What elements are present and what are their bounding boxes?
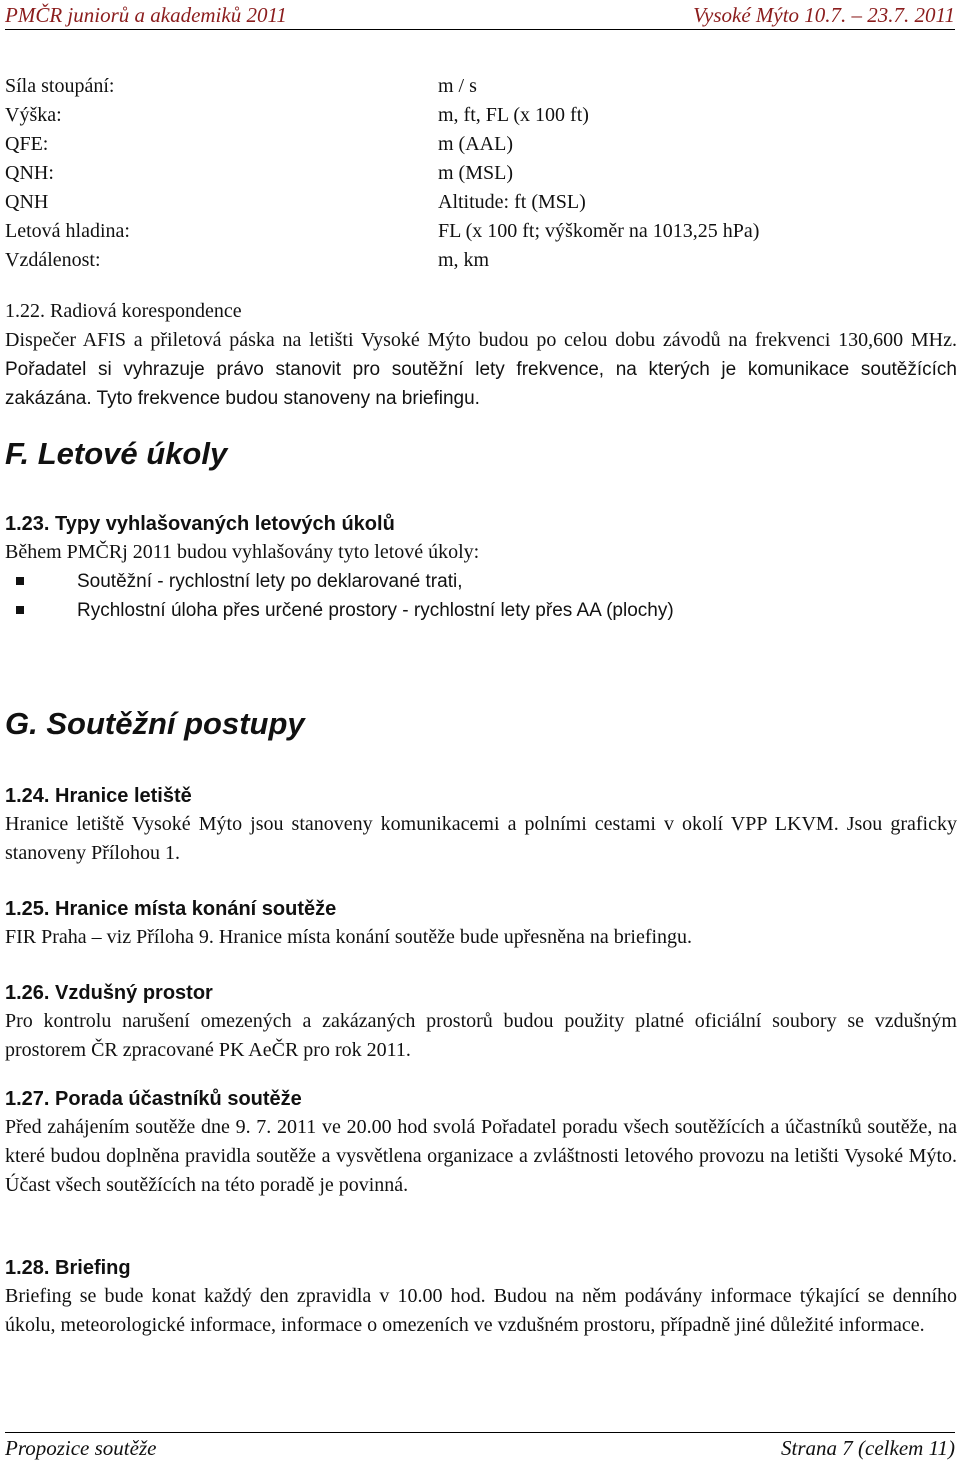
bullet-square-icon	[16, 606, 24, 614]
paragraph-text: Dispečer AFIS a přiletová páska na letišti Vysoké Mýto budou po celou dobu závodů na frekvenci 130,600 MHz.	[5, 329, 957, 351]
units-row	[5, 188, 905, 217]
section-title: 1.25. Hranice místa konání soutěže	[5, 898, 337, 920]
section-paragraph: Před zahájením soutěže dne 9. 7. 2011 ve 20.00 hod svolá Pořadatel poradu všech soutěžících a účastníků soutěže, na které budou doplněna pravidla soutěže a vysvětlena organizace a zvláštnosti letového provozu na letišti Vysoké Mýto. Účast všech soutěžících na této poradě je povinná.	[5, 1116, 957, 1196]
unit-value: FL (x 100 ft; výškoměr na 1013,25 hPa)	[438, 220, 760, 242]
section-paragraph: Pro kontrolu narušení omezených a zakázaných prostorů budou použity platné oficiální soubory se vzdušným prostorem ČR zpracované PK AeČR pro rok 2011.	[5, 1010, 957, 1061]
units-row	[5, 72, 905, 101]
unit-value: m, ft, FL (x 100 ft)	[438, 104, 589, 126]
unit-value: m (AAL)	[438, 133, 513, 155]
task-list	[5, 567, 957, 625]
section-1-27	[5, 1085, 957, 1200]
unit-label: Síla stoupání:	[5, 75, 115, 97]
unit-value: m / s	[438, 75, 477, 97]
section-paragraph	[5, 326, 957, 413]
section-1-24	[5, 782, 957, 868]
section-1-25	[5, 895, 957, 952]
unit-label: Letová hladina:	[5, 220, 130, 242]
units-table	[5, 72, 905, 275]
units-row	[5, 217, 905, 246]
units-row	[5, 130, 905, 159]
footer-page-number: Strana 7 (celkem 11)	[781, 1436, 955, 1460]
unit-value: m (MSL)	[438, 162, 513, 184]
section-1-28	[5, 1254, 957, 1340]
paragraph-text: Pořadatel si vyhrazuje právo stanovit pro soutěžní lety frekvence, na kterých je komunikace soutěžících zakázána. Tyto frekvence budou stanoveny na briefingu.	[5, 359, 957, 409]
unit-label: Vzdálenost:	[5, 249, 101, 271]
section-paragraph: Hranice letiště Vysoké Mýto jsou stanoveny komunikacemi a polními cestami v okolí VPP LKVM. Jsou graficky stanoveny Přílohou 1.	[5, 813, 957, 864]
section-title: 1.27. Porada účastníků soutěže	[5, 1088, 302, 1110]
section-paragraph: Briefing se bude konat každý den zpravidla v 10.00 hod. Budou na něm podávány informace týkající se denního úkolu, meteorologické informace, informace o omezeních ve vzdušném prostoru, případně jiné důležité informace.	[5, 1285, 957, 1336]
chapter-heading-f: F. Letové úkoly	[5, 436, 228, 471]
units-row	[5, 159, 905, 188]
list-item-text: Soutěžní - rychlostní lety po deklarované trati,	[77, 571, 463, 592]
header-event-dates: Vysoké Mýto 10.7. – 23.7. 2011	[693, 3, 955, 27]
unit-label: QNH	[5, 191, 49, 213]
section-1-26	[5, 979, 957, 1065]
unit-label: QNH:	[5, 162, 54, 184]
bullet-square-icon	[16, 577, 24, 585]
unit-label: QFE:	[5, 133, 49, 155]
section-paragraph: FIR Praha – viz Příloha 9. Hranice místa konání soutěže bude upřesněna na briefingu.	[5, 926, 693, 948]
page-footer	[5, 1432, 955, 1463]
section-1-22	[5, 297, 957, 413]
section-1-23	[5, 510, 957, 625]
list-item	[5, 567, 957, 596]
header-event-title: PMČR juniorů a akademiků 2011	[5, 3, 287, 27]
section-intro: Během PMČRj 2011 budou vyhlašovány tyto letové úkoly:	[5, 541, 480, 563]
units-row	[5, 101, 905, 130]
list-item	[5, 596, 957, 625]
section-title: 1.23. Typy vyhlašovaných letových úkolů	[5, 513, 395, 535]
section-title: 1.26. Vzdušný prostor	[5, 982, 213, 1004]
section-title: 1.28. Briefing	[5, 1257, 131, 1279]
unit-value: Altitude: ft (MSL)	[438, 191, 586, 213]
unit-label: Výška:	[5, 104, 62, 126]
section-title: 1.24. Hranice letiště	[5, 785, 192, 807]
page-header	[5, 0, 955, 30]
chapter-heading-g: G. Soutěžní postupy	[5, 706, 305, 741]
list-item-text: Rychlostní úloha přes určené prostory - rychlostní lety přes AA (plochy)	[77, 600, 674, 621]
units-row	[5, 246, 905, 275]
section-title: 1.22. Radiová korespondence	[5, 300, 242, 322]
unit-value: m, km	[438, 249, 490, 271]
footer-document-title: Propozice soutěže	[5, 1436, 157, 1460]
